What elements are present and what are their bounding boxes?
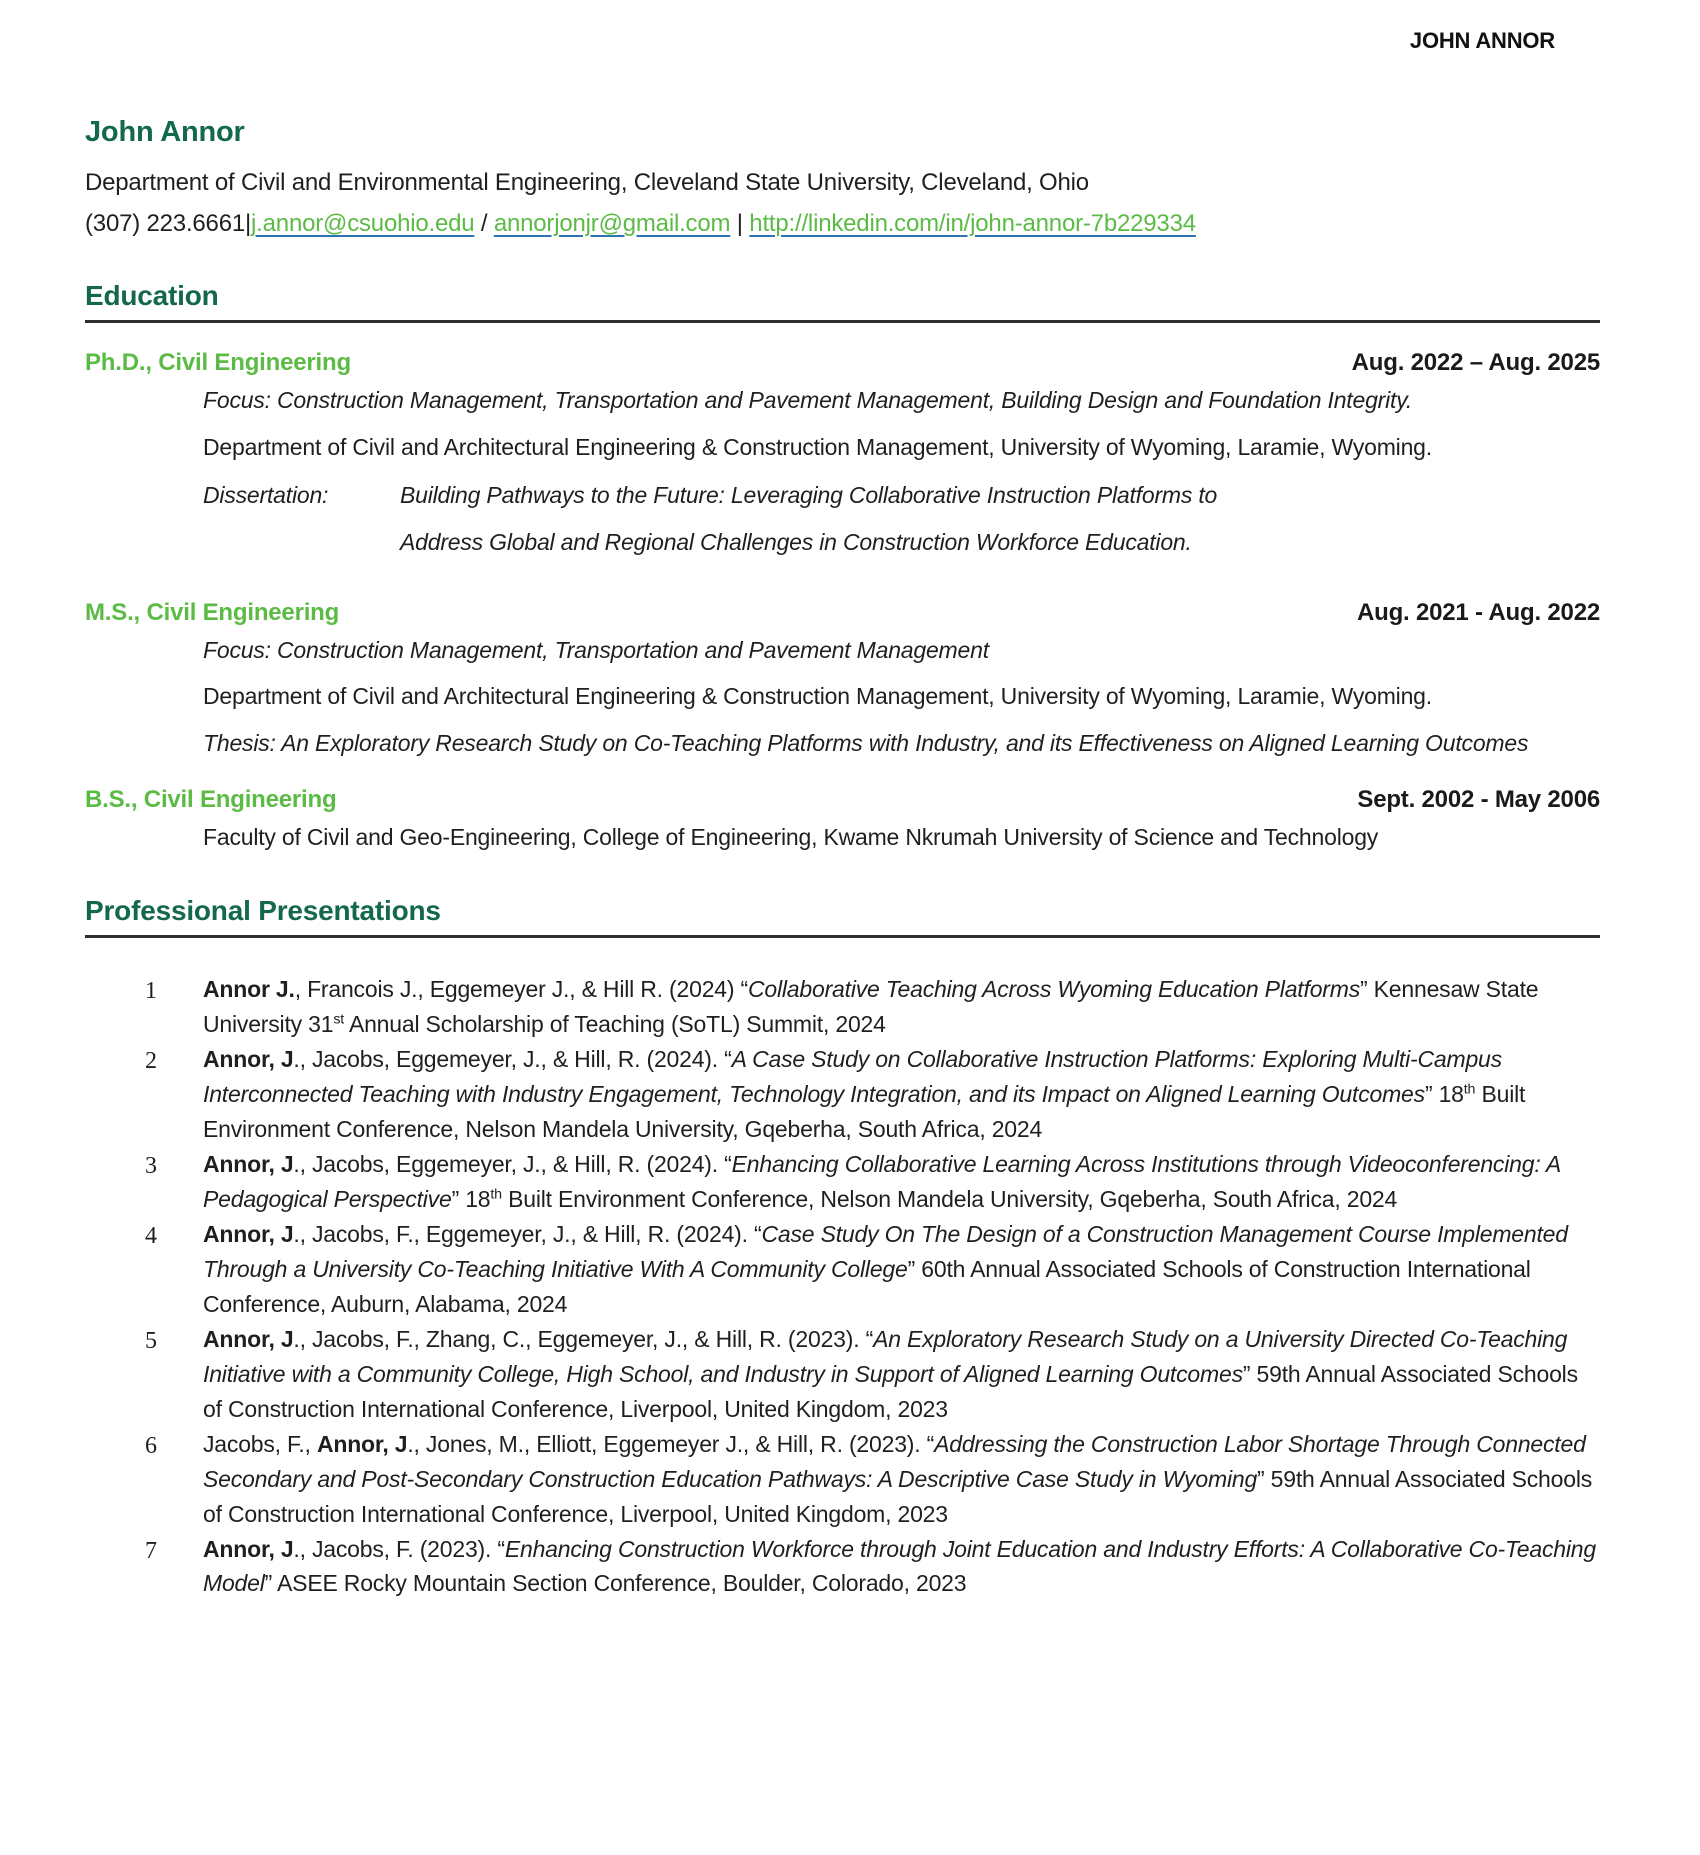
degree-title: M.S., Civil Engineering bbox=[85, 598, 340, 626]
text-segment-p: ” 18 bbox=[451, 1185, 491, 1212]
education-section-rule bbox=[85, 320, 1600, 323]
text-segment-p: ., Jacobs, Eggemeyer, J., & Hill, R. (2024). “ bbox=[293, 1151, 732, 1178]
dissertation-line: Address Global and Regional Challenges in Construction Workforce Education. bbox=[400, 528, 1192, 555]
text-segment-p: ., Jacobs, F., Zhang, C., Eggemeyer, J., & Hill, R. (2023). “ bbox=[293, 1325, 874, 1352]
text-segment-p: Annual Scholarship of Teaching (SoTL) Summit, 2024 bbox=[344, 1011, 886, 1038]
affiliation-line: Department of Civil and Environmental Engineering, Cleveland State University, Cleveland, Ohio bbox=[85, 169, 1089, 196]
education-entry-body bbox=[203, 821, 1600, 854]
linkedin-link[interactable]: http://linkedin.com/in/john-annor-7b229334 bbox=[749, 210, 1196, 237]
email-link-gmail[interactable]: annorjonjr@gmail.com bbox=[493, 210, 731, 237]
presentations-list bbox=[85, 972, 1600, 1601]
presentation-item bbox=[85, 1217, 1600, 1322]
text-segment-i: A Case Study on Collaborative Instruction Platforms: Exploring Multi-Campus Interconnected Teaching with Industry Engagement, Technology Integration, and its Impact on Aligned Learning Outcomes bbox=[203, 1046, 1502, 1108]
text-segment-b: Annor, J bbox=[316, 1430, 408, 1457]
dissertation-label: Dissertation: bbox=[203, 482, 329, 509]
text-segment-i: Enhancing Collaborative Learning Across Institutions through Videoconferencing: A Pedagogical Perspective bbox=[203, 1151, 1561, 1212]
degree-title: B.S., Civil Engineering bbox=[85, 785, 337, 813]
dissertation-text bbox=[400, 479, 1217, 572]
presentation-number: 4 bbox=[145, 1222, 157, 1249]
focus-line: Focus: Construction Management, Transportation and Pavement Management, Building Design and Foundation Integrity. bbox=[203, 387, 1413, 413]
education-entries bbox=[85, 349, 1600, 853]
presentations-section-rule bbox=[85, 935, 1600, 938]
degree-title: Ph.D., Civil Engineering bbox=[85, 349, 351, 376]
education-entry-body bbox=[203, 634, 1600, 760]
presentation-text bbox=[203, 1322, 1600, 1427]
presentation-number: 5 bbox=[145, 1327, 157, 1354]
presentation-text bbox=[203, 1042, 1600, 1147]
text-segment-i: Enhancing Construction Workforce through Joint Education and Industry Efforts: A Collaborative Co-Teaching Model bbox=[203, 1535, 1596, 1597]
text-segment-p: Jacobs, F., bbox=[203, 1430, 317, 1457]
text-segment-sup: th bbox=[490, 1186, 502, 1203]
text-segment-p: , Francois J., Eggemeyer J., & Hill R. (2024) “ bbox=[294, 976, 748, 1003]
phone-number: (307) 223.6661 bbox=[85, 210, 245, 237]
text-segment-i: An Exploratory Research Study on a University Directed Co-Teaching Initiative with a Community College, High School, and Industry in Support of Aligned Learning Outcomes bbox=[203, 1325, 1568, 1387]
degree-dates: Sept. 2002 - May 2006 bbox=[1357, 785, 1600, 813]
presentation-text bbox=[203, 1147, 1600, 1217]
presentation-item bbox=[85, 1532, 1600, 1602]
text-segment-sup: st bbox=[333, 1011, 345, 1028]
contact-line bbox=[85, 210, 1600, 238]
presentation-number: 3 bbox=[145, 1153, 157, 1180]
degree-dates: Aug. 2021 - Aug. 2022 bbox=[1357, 598, 1600, 626]
focus-line: Focus: Construction Management, Transportation and Pavement Management bbox=[203, 636, 989, 663]
degree-row bbox=[85, 786, 1600, 814]
presentation-text bbox=[203, 972, 1600, 1042]
text-segment-p: ” Kennesaw State University 31 bbox=[203, 976, 1539, 1038]
text-segment-p: ., Jacobs, F. (2023). “ bbox=[293, 1535, 505, 1562]
dissertation-line: Building Pathways to the Future: Leveraging Collaborative Instruction Platforms to bbox=[400, 482, 1218, 509]
presentation-item bbox=[85, 1427, 1600, 1532]
presentation-number: 2 bbox=[145, 1048, 157, 1075]
text-segment-sup: th bbox=[1463, 1081, 1476, 1098]
contact-separator: / bbox=[474, 210, 494, 237]
presentation-number: 6 bbox=[145, 1432, 157, 1459]
presentation-number: 1 bbox=[145, 978, 157, 1005]
text-segment-i: Case Study On The Design of a Construction Management Course Implemented Through a University Co-Teaching Initiative With A Community College bbox=[203, 1220, 1568, 1282]
presentation-item bbox=[85, 1042, 1600, 1147]
text-segment-p: ., Jacobs, Eggemeyer, J., & Hill, R. (2024). “ bbox=[293, 1046, 732, 1073]
section-title-education: Education bbox=[85, 280, 219, 311]
degree-row bbox=[85, 599, 1600, 627]
presentation-text bbox=[203, 1532, 1600, 1602]
contact-separator: | bbox=[730, 210, 750, 237]
text-segment-b: Annor, J bbox=[203, 1151, 294, 1178]
candidate-name: John Annor bbox=[85, 116, 245, 148]
email-link-csuohio[interactable]: j.annor@csuohio.edu bbox=[251, 210, 475, 237]
education-entry-body bbox=[203, 384, 1600, 573]
presentation-text bbox=[203, 1427, 1600, 1532]
text-segment-p: ” 18 bbox=[1424, 1081, 1464, 1108]
dissertation-row bbox=[203, 479, 1600, 572]
department-line: Department of Civil and Architectural Engineering & Construction Management, University of Wyoming, Laramie, Wyoming. bbox=[203, 433, 1432, 460]
presentation-text bbox=[203, 1217, 1600, 1322]
text-segment-i: Addressing the Construction Labor Shortage Through Connected Secondary and Post-Secondary Construction Education Pathways: A Descriptive Case Study in Wyoming bbox=[203, 1430, 1586, 1492]
department-line: Department of Civil and Architectural Engineering & Construction Management, University of Wyoming, Laramie, Wyoming. bbox=[203, 683, 1432, 710]
text-segment-b: Annor, J bbox=[203, 1535, 294, 1562]
page-header-name: JOHN ANNOR bbox=[1409, 28, 1555, 53]
text-segment-p: ” ASEE Rocky Mountain Section Conference, Boulder, Colorado, 2023 bbox=[264, 1570, 967, 1597]
institution-line: Faculty of Civil and Geo-Engineering, College of Engineering, Kwame Nkrumah University of Science and Technology bbox=[203, 823, 1379, 850]
text-segment-b: Annor, J bbox=[203, 1046, 294, 1073]
presentation-number: 7 bbox=[145, 1537, 157, 1564]
text-segment-b: Annor, J bbox=[203, 1325, 294, 1352]
thesis-line: Thesis: An Exploratory Research Study on Co-Teaching Platforms with Industry, and its Effectiveness on Aligned Learning Outcomes bbox=[203, 729, 1529, 756]
text-segment-p: Built Environment Conference, Nelson Mandela University, Gqeberha, South Africa, 2024 bbox=[203, 1081, 1526, 1143]
text-segment-i: Collaborative Teaching Across Wyoming Education Platforms bbox=[747, 976, 1360, 1003]
text-segment-b: Annor, J bbox=[203, 1220, 294, 1247]
presentation-item bbox=[85, 1322, 1600, 1427]
text-segment-p: ., Jacobs, F., Eggemeyer, J., & Hill, R. (2024). “ bbox=[293, 1220, 762, 1247]
text-segment-b: Annor J. bbox=[203, 976, 295, 1003]
section-title-presentations: Professional Presentations bbox=[85, 895, 441, 927]
degree-dates: Aug. 2022 – Aug. 2025 bbox=[1351, 349, 1600, 376]
text-segment-p: Built Environment Conference, Nelson Mandela University, Gqeberha, South Africa, 2024 bbox=[501, 1185, 1398, 1212]
contact-separator: | bbox=[245, 210, 252, 237]
text-segment-p: ” 60th Annual Associated Schools of Construction International Conference, Auburn, Alabama, 2024 bbox=[203, 1255, 1531, 1317]
text-segment-p: ” 59th Annual Associated Schools of Construction International Conference, Liverpool, United Kingdom, 2023 bbox=[203, 1360, 1578, 1422]
presentation-item bbox=[85, 972, 1600, 1042]
presentation-item bbox=[85, 1147, 1600, 1217]
degree-row bbox=[85, 349, 1600, 377]
text-segment-p: ” 59th Annual Associated Schools of Construction International Conference, Liverpool, United Kingdom, 2023 bbox=[203, 1465, 1593, 1527]
text-segment-p: ., Jones, M., Elliott, Eggemeyer J., & Hill, R. (2023). “ bbox=[407, 1430, 935, 1457]
